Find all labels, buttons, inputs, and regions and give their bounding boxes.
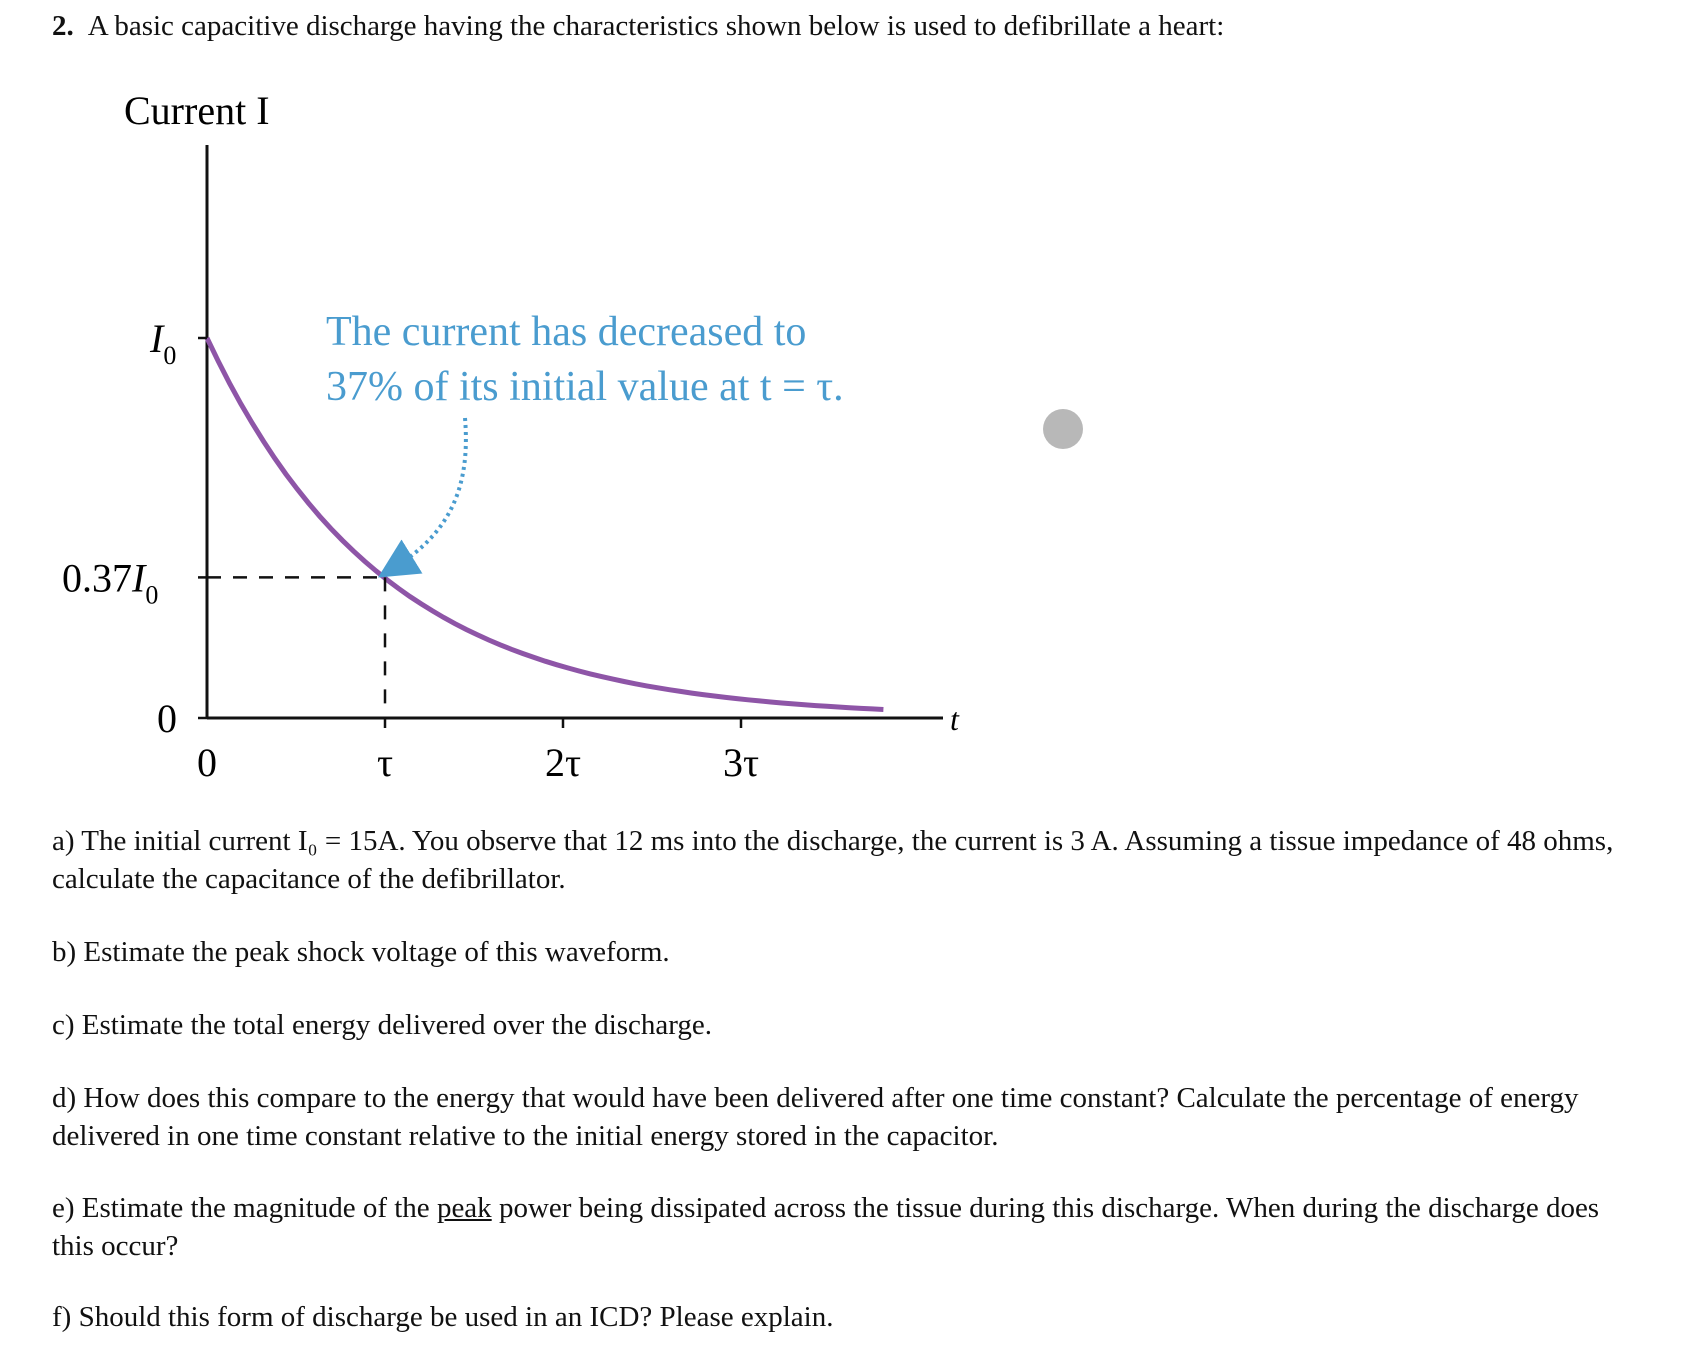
part-e-start: e) Estimate the magnitude of the <box>52 1192 437 1224</box>
part-c: c) Estimate the total energy delivered over the discharge. <box>52 1009 713 1041</box>
x-tick-2tau-label: 2τ <box>544 740 582 785</box>
x-tick-zero-label: 0 <box>197 740 217 785</box>
x-tick-tau-label: τ <box>376 740 394 785</box>
part-b: b) Estimate the peak shock voltage of this waveform. <box>52 936 670 968</box>
annotation-arrow <box>395 418 466 567</box>
x-axis-label: t <box>950 701 959 737</box>
gray-dot <box>1043 409 1083 449</box>
annotation-line-1: The current has decreased to <box>326 309 807 355</box>
y-tick-037i0-label: $0.37I_0$ <box>62 555 159 610</box>
question-prompt: A basic capacitive discharge having the characteristics shown below is used to defibrillate a heart: <box>87 10 1225 42</box>
y-axis-label <box>124 88 270 133</box>
part-e <box>52 1189 1632 1265</box>
part-e-peak-emphasis: peak <box>436 1192 492 1224</box>
x-tick-3tau-label: 3τ <box>722 740 760 785</box>
part-e-end: power being dissipated across the tissue during this discharge. When during the discharge does this occur? <box>52 1192 1600 1262</box>
y-axis-label-text: Current I <box>124 88 270 133</box>
question-number: 2. <box>52 10 74 42</box>
annotation-line-2: 37% of its initial value at t = τ. <box>326 364 844 410</box>
part-d: d) How does this compare to the energy that would have been delivered after one time constant? Calculate the percentage of energy delivered in one time constant relative to the initial energy stored in the capacitor. <box>52 1082 1579 1152</box>
y-tick-zero-label: 0 <box>157 696 177 741</box>
part-f: f) Should this form of discharge be used in an ICD? Please explain. <box>52 1301 834 1333</box>
part-a: a) The initial current I₀ = 15A. You observe that 12 ms into the discharge, the current is 3 A. Assuming a tissue impedance of 48 ohms, calculate the capacitance of the defibrillator. <box>52 825 1614 895</box>
y-tick-i0-label: $I_0$ <box>150 316 177 370</box>
